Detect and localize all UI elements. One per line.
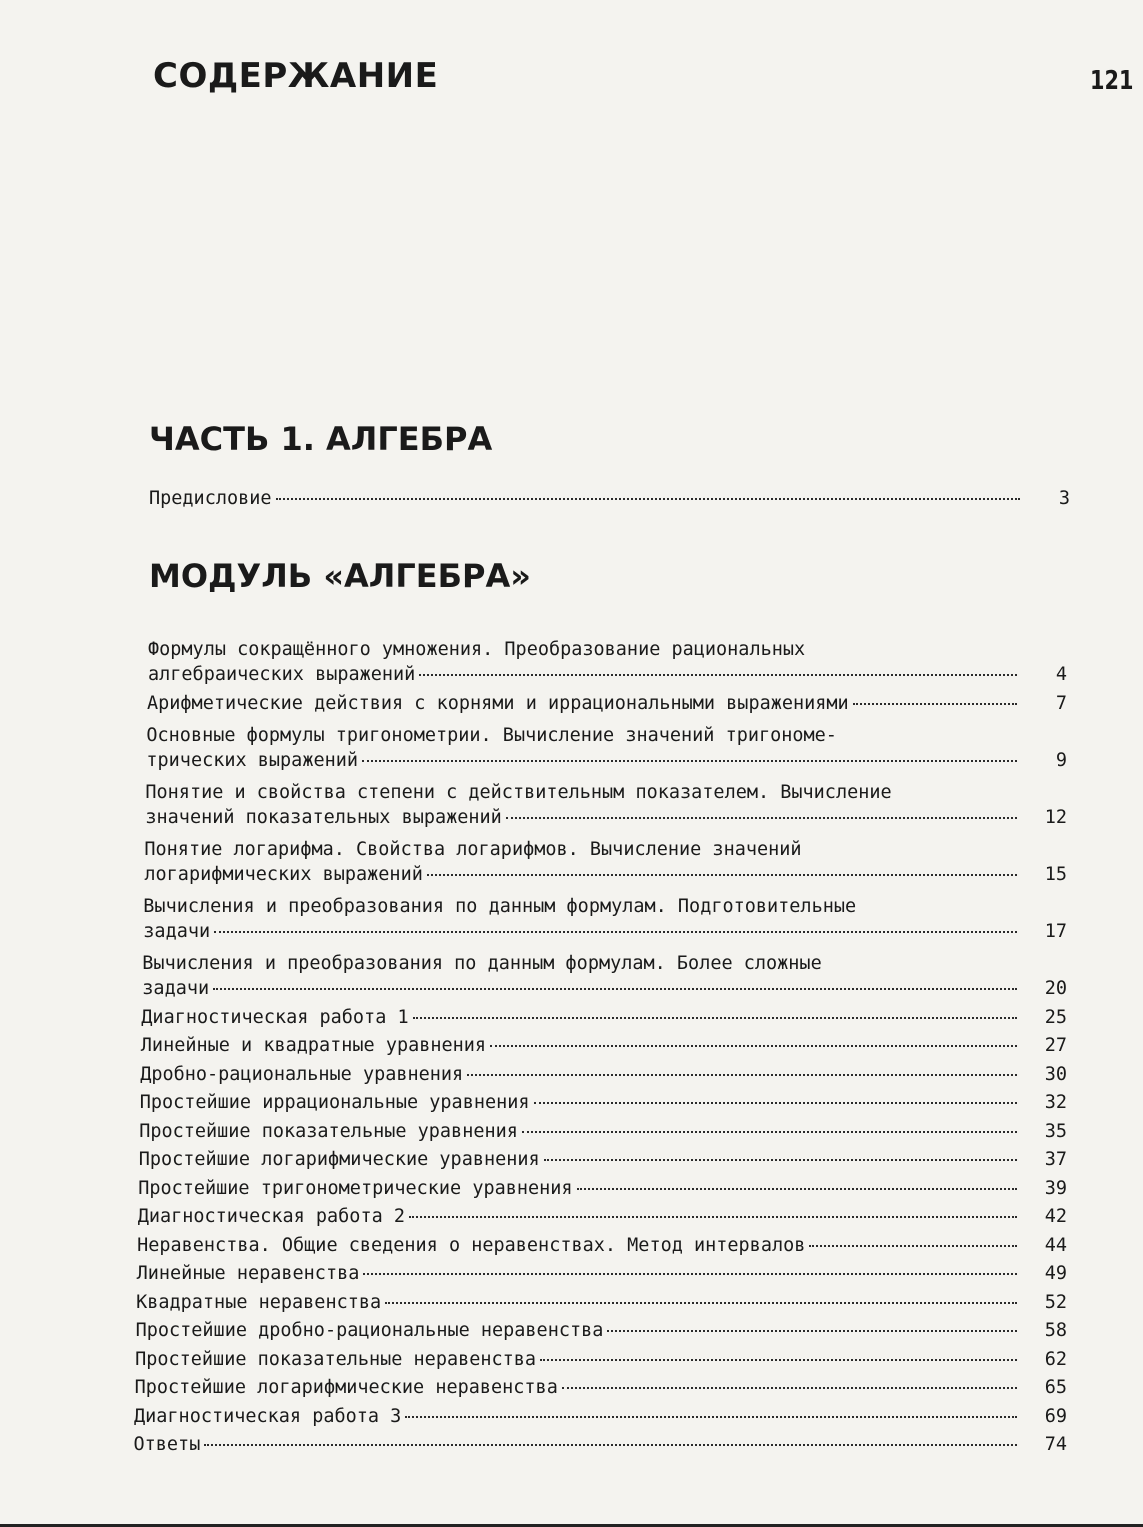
leader-dots (385, 1302, 1017, 1304)
toc-entry-text: Простейшие дробно-рациональные неравенства (135, 1320, 604, 1341)
leader-dots (544, 1159, 1017, 1161)
toc-entry-text: алгебраических выражений (148, 664, 416, 685)
toc-entry[interactable] (134, 1434, 1068, 1462)
toc-entry-text: Диагностическая работа 2 (137, 1206, 405, 1227)
leader-dots (540, 1359, 1017, 1361)
leader-dots (853, 703, 1017, 705)
leader-dots (214, 931, 1017, 933)
leader-dots (362, 760, 1017, 762)
toc-page-number: 42 (1044, 1206, 1067, 1227)
toc-entry-first-line: Вычисления и преобразования по данным формулам. Более сложные (142, 952, 822, 974)
toc-page-number: 52 (1044, 1291, 1067, 1313)
leader-dots (405, 1416, 1017, 1418)
leader-dots (506, 817, 1017, 819)
leader-dots (419, 674, 1017, 676)
toc-entry-text: Предисловие (149, 488, 272, 509)
leader-dots (607, 1330, 1017, 1332)
toc-page-number: 27 (1044, 1035, 1067, 1056)
toc-entry-text: Простейшие тригонометрические уравнения (138, 1177, 573, 1199)
toc-entry-text: Простейшие показательные неравенства (135, 1348, 537, 1370)
toc-entry[interactable] (146, 722, 1067, 778)
toc-entry-text: задачи (143, 920, 211, 942)
toc-page-number: 25 (1044, 1006, 1067, 1028)
toc-entry[interactable] (138, 1206, 1067, 1234)
toc-page-number: 58 (1044, 1320, 1067, 1341)
toc-page-number: 62 (1044, 1348, 1067, 1370)
leader-dots (467, 1074, 1017, 1076)
leader-dots (213, 988, 1017, 990)
leader-dots (562, 1387, 1017, 1389)
leader-dots (204, 1444, 1017, 1446)
toc-entry-first-line: Понятие логарифма. Свойства логарифмов. Вычисление значений (144, 838, 802, 860)
leader-dots (522, 1131, 1017, 1133)
toc-page-number: 44 (1044, 1234, 1067, 1256)
toc-entry[interactable] (147, 693, 1067, 721)
toc-entry[interactable] (136, 1292, 1067, 1320)
toc-entry-text: Диагностическая работа 1 (141, 1006, 409, 1028)
toc-entry-text: Неравенства. Общие сведения о неравенствах. Метод интервалов (137, 1234, 806, 1256)
toc-page-number: 20 (1044, 977, 1067, 999)
leader-dots (363, 1273, 1017, 1275)
toc-entry-text: значений показательных выражений (145, 806, 502, 828)
toc-entry-text: трических выражений (146, 749, 359, 771)
toc-entry-first-line: Понятие и свойства степени с действительным показателем. Вычисление (145, 781, 892, 803)
module-title: МОДУЛЬ «АЛГЕБРА» (149, 557, 531, 595)
toc-page-number: 39 (1044, 1177, 1067, 1199)
toc-entry-text: Линейные неравенства (136, 1263, 360, 1284)
toc-entry-text: Арифметические действия с корнями и иррациональными выражениями (147, 693, 849, 714)
toc-entry[interactable] (144, 836, 1067, 892)
toc-entry-text: Простейшие логарифмические уравнения (138, 1149, 540, 1170)
toc-page-number: 49 (1044, 1263, 1067, 1284)
toc-entry-first-line: Вычисления и преобразования по данным формулам. Подготовительные (143, 895, 857, 917)
toc-entry-preface[interactable] (149, 488, 1070, 516)
toc-page-number: 3 (1058, 488, 1070, 509)
toc-entry[interactable] (136, 1320, 1067, 1348)
toc-page-number: 65 (1044, 1377, 1067, 1398)
toc-page-number: 30 (1044, 1063, 1067, 1085)
toc-entry-text: Ответы (133, 1434, 201, 1455)
leader-dots (427, 874, 1017, 876)
toc-entry[interactable] (135, 1377, 1067, 1405)
toc-entry-text: Дробно-рациональные уравнения (140, 1063, 464, 1085)
toc-entry[interactable] (140, 1064, 1067, 1092)
toc-entry[interactable] (137, 1235, 1067, 1263)
toc-entry[interactable] (141, 1035, 1067, 1063)
toc-entry[interactable] (138, 1178, 1067, 1206)
leader-dots (534, 1102, 1017, 1104)
leader-dots (409, 1216, 1017, 1218)
toc-entry[interactable] (137, 1263, 1067, 1291)
leader-dots (490, 1045, 1017, 1047)
toc-entry[interactable] (139, 1149, 1067, 1177)
page-title: СОДЕРЖАНИЕ (153, 56, 439, 96)
toc-page-number: 32 (1044, 1092, 1067, 1113)
toc-entry-text: Квадратные неравенства (136, 1291, 382, 1313)
toc-entry[interactable] (139, 1121, 1067, 1149)
leader-dots (276, 498, 1020, 500)
toc-entry-text: Простейшие логарифмические неравенства (134, 1377, 558, 1398)
toc-page-number: 37 (1044, 1149, 1067, 1170)
toc-page-number: 7 (1055, 693, 1067, 714)
leader-dots (577, 1188, 1017, 1190)
toc-page-number: 12 (1044, 806, 1067, 828)
toc-page-number: 69 (1044, 1405, 1067, 1427)
leader-dots (809, 1245, 1017, 1247)
toc-page-number: 4 (1055, 664, 1067, 685)
leader-dots (413, 1017, 1017, 1019)
toc-entry-text: логарифмических выражений (144, 863, 423, 885)
toc-entry[interactable] (145, 779, 1067, 835)
part-title: ЧАСТЬ 1. АЛГЕБРА (149, 420, 493, 458)
toc-page-number: 15 (1044, 863, 1067, 885)
toc-page-number: 35 (1044, 1120, 1067, 1142)
toc-entry-first-line: Основные формулы тригонометрии. Вычисление значений тригономе- (146, 724, 837, 746)
toc-page-number: 74 (1044, 1434, 1067, 1455)
toc-entry-text: Линейные и квадратные уравнения (140, 1035, 487, 1056)
toc-entry[interactable] (135, 1349, 1067, 1377)
toc-entry-text: задачи (142, 977, 210, 999)
toc-entry-text: Простейшие иррациональные уравнения (139, 1092, 530, 1113)
toc-entry[interactable] (140, 1092, 1067, 1120)
toc-entry[interactable] (141, 1007, 1067, 1035)
toc-entry-first-line: Формулы сокращённого умножения. Преобразование рациональных (148, 639, 806, 660)
toc-entry[interactable] (143, 893, 1067, 949)
toc-entry[interactable] (134, 1406, 1067, 1434)
toc-page-number: 17 (1044, 920, 1067, 942)
toc-entry-text: Диагностическая работа 3 (134, 1405, 402, 1427)
toc-page-number: 9 (1055, 749, 1067, 771)
page-number: 121 (1090, 66, 1134, 96)
toc-entry-text: Простейшие показательные уравнения (139, 1120, 518, 1142)
toc-entry[interactable] (142, 950, 1067, 1006)
toc-entry[interactable] (148, 636, 1067, 692)
